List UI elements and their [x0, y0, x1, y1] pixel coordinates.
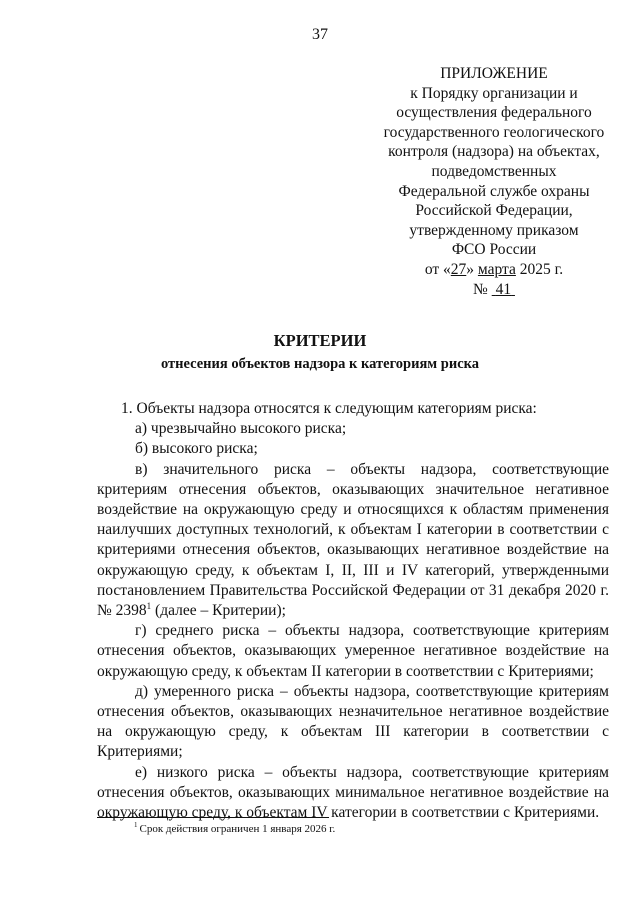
paragraph-1: 1. Объекты надзора относятся к следующим категориям риска: [121, 400, 537, 417]
footnote-divider [97, 817, 329, 818]
paragraph-v-tail: (далее – Критерии); [151, 602, 286, 620]
document-subtitle: отнесения объектов надзора к категориям риска [160, 356, 480, 372]
document-title: КРИТЕРИИ [273, 331, 367, 350]
page-number: 37 [312, 26, 328, 43]
appendix-header [372, 64, 616, 299]
paragraph-v-text: в) значительного риска – объекты надзора, соответствующие критериям отнесения объектов, оказывающих значительное негативное воздействие на окружающую среду и относящихся к областям применения наилучших доступных технологий, к объектам I категории в соответствии с критериями отнесения объектов, оказывающих негативное воздействие на окружающую среду, к объектам I, II, III и IV категорий, утвержденными постановлением Правительства Российской Федерации от 31 декабря 2020 г. № 2398 [97, 460, 609, 620]
appendix-line: к Порядку организации и [410, 84, 578, 102]
footnote-marker: 1 [134, 821, 138, 830]
appendix-line: подведомственных [431, 162, 557, 180]
date-prefix: от « [424, 260, 451, 278]
appendix-line: государственного геологического [383, 123, 605, 141]
order-date [372, 260, 616, 280]
appendix-line: Федеральной службе охраны [398, 182, 590, 200]
footnote-reference: 1 [146, 600, 152, 611]
appendix-line: Российской Федерации, [415, 202, 573, 220]
date-year: 2025 г. [519, 260, 564, 278]
number-prefix: № [473, 280, 488, 298]
appendix-line: утвержденному приказом [409, 221, 579, 239]
paragraph-v [97, 460, 609, 622]
appendix-line: осуществления федерального [396, 104, 592, 122]
date-mid: » [466, 260, 475, 278]
number-value: 41 [495, 280, 512, 298]
footnote [134, 822, 335, 836]
document-body [97, 399, 609, 823]
paragraph-b: б) высокого риска; [135, 440, 258, 458]
paragraph-a: а) чрезвычайно высокого риска; [135, 420, 347, 438]
order-number [372, 280, 616, 300]
paragraph-d: д) умеренного риска – объекты надзора, соответствующие критериям отнесения объектов, оказывающих незначительное негативное воздействие на окружающую среду, к объектам III категории в соответствии с Критериями; [97, 682, 609, 761]
appendix-line: контроля (надзора) на объектах, [388, 143, 600, 161]
appendix-line: ПРИЛОЖЕНИЕ [440, 65, 548, 82]
paragraph-e: е) низкого риска – объекты надзора, соответствующие критериям отнесения объектов, оказывающих минимальное негативное воздействие на окружающую среду, к объектам IV категории в соответствии с Критериями. [97, 763, 609, 822]
footnote-text: Срок действия ограничен 1 января 2026 г. [139, 823, 336, 835]
date-day: 27 [450, 260, 467, 278]
date-month: марта [477, 260, 516, 278]
document-heading [0, 331, 640, 373]
paragraph-g: г) среднего риска – объекты надзора, соответствующие критериям отнесения объектов, оказывающих умеренное негативное воздействие на окружающую среду, к объектам II категории в соответствии с Критериями; [97, 622, 609, 680]
appendix-line: ФСО России [451, 241, 537, 259]
